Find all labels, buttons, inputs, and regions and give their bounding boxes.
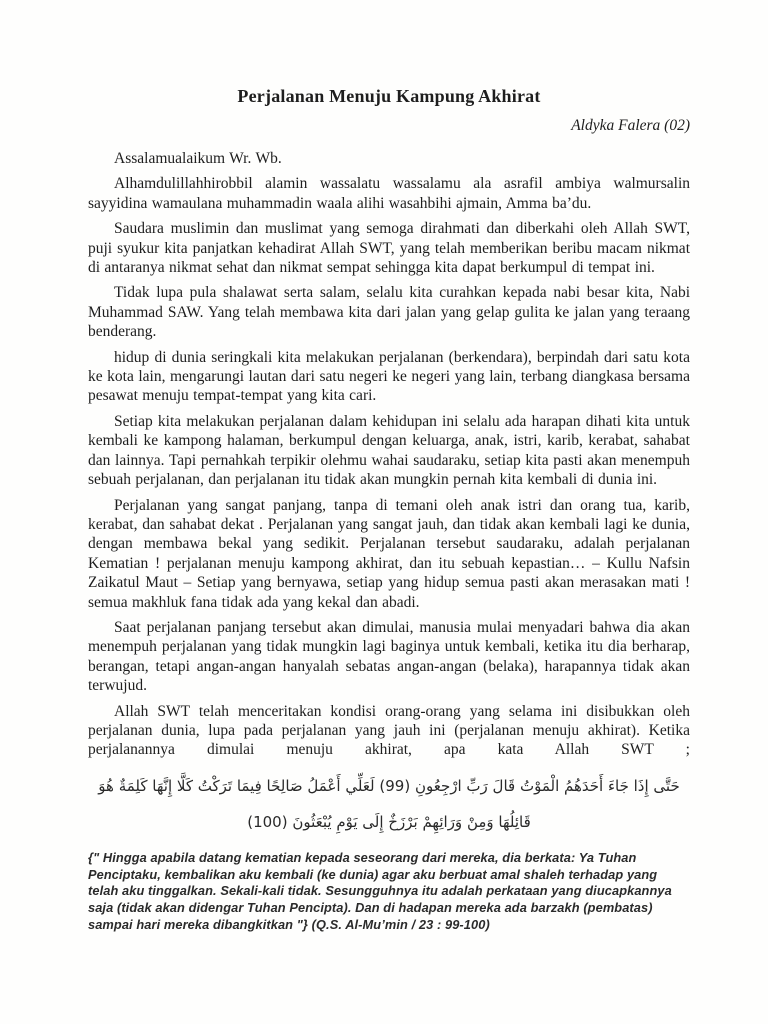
author-byline: Aldyka Falera (02) (571, 117, 690, 134)
paragraph-opening-praise: Alhamdulillahhirobbil alamin wassalatu wassalamu ala asrafil ambiya walmursalin sayyidina wamaulana muhammadin waala alihi wasahbihi ajmain, Amma ba’du. (88, 175, 690, 212)
paragraph-salutation: Assalamualaikum Wr. Wb. (114, 150, 282, 167)
paragraph-homecoming-hope: Setiap kita melakukan perjalanan dalam kehidupan ini selalu ada harapan dihati kita untuk kembali ke kampong halaman, berkumpul dengan keluarga, anak, istri, karib, kerabat, sahabat dan lainnya. Tapi pernahkah terpikir olehmu wahai saudaraku, setiap kita pasti akan menempuh sebuah perjalanan, dan perjalanan itu tidak akan mungkin pernah kita kembali di dunia ini. (88, 412, 690, 489)
paragraph-gratitude: Saudara muslimin dan muslimat yang semoga dirahmati dan diberkahi oleh Allah SWT, puji syukur kita panjatkan kehadirat Allah SWT, yang telah memberikan beribu macam nikmat di antaranya nikmat sehat dan nikmat sempat sehingga kita dapat berkumpul di tempat ini. (88, 220, 690, 277)
quran-translation-note: {" Hingga apabila datang kematian kepada seseorang dari mereka, dia berkata: Ya Tuhan Penciptaku, kembalikan aku kembali (ke dunia) agar aku berbuat amal shaleh terhadap yang telah aku tinggalkan. Sekali-kali tidak. Sesungguhnya itu adalah perkataan yang diucapkannya saja (tidak akan didengar Tuhan Pencipta). Dan di hadapan mereka ada barzakh (pembatas) sampai hari mereka dibangkitkan "} (Q.S. Al-Mu’min / 23 : 99-100) (88, 849, 672, 932)
quran-verse-arabic (88, 768, 690, 840)
document-title: Perjalanan Menuju Kampung Akhirat (237, 86, 541, 106)
paragraph-shalawat: Tidak lupa pula shalawat serta salam, selalu kita curahkan kepada nabi besar kita, Nabi Muhammad SAW. Yang telah membawa kita dari jalan yang gelap gulita ke jalan yang teraang benderang. (88, 284, 690, 341)
paragraph-death-journey: Perjalanan yang sangat panjang, tanpa di temani oleh anak istri dan orang tua, karib, kerabat, dan sahabat dekat . Perjalanan yang sangat jauh, dan tidak akan kembali lagi ke dunia, dengan membawa bekal yang sedikit. Perjalanan tersebut saudaraku, adalah perjalanan Kematian ! perjalanan menuju kampong akhirat, dan itu sebuah kepastian… – Kullu Nafsin Zaikatul Maut – Setiap yang bernyawa, setiap yang hidup semua pasti akan merasakan mati ! semua makhluk fana tidak ada yang kekal dan abadi. (88, 496, 690, 611)
quran-verse-line-2: قَائِلُهَا وَمِنْ وَرَائِهِمْ بَرْزَخٌ إِلَى يَوْمِ يُبْعَثُونَ (100) (247, 812, 531, 831)
quran-verse-line-1: حَتَّى إِذَا جَاءَ أَحَدَهُمُ الْمَوْتُ قَالَ رَبِّ ارْجِعُونِ (99) لَعَلِّي أَعْمَلُ صَالِحًا فِيمَا تَرَكْتُ كَلَّا إِنَّهَا كَلِمَةٌ هُوَ (98, 776, 680, 795)
paragraph-quran-intro: Allah SWT telah menceritakan kondisi orang-orang yang selama ini disibukkan oleh perjalanan dunia, lupa pada perjalanan yang jauh ini (perjalanan menuju akhirat). Ketika perjalanannya dimulai menuju akhirat, apa kata Allah SWT ; (88, 702, 690, 759)
paragraph-regret: Saat perjalanan panjang tersebut akan dimulai, manusia mulai menyadari bahwa dia akan menempuh perjalanan yang tidak mungkin lagi baginya untuk kembali, ketika itu dia berharap, berangan, tetapi angan-angan hanyalah sebatas angan-angan (belaka), harapannya tidak akan terwujud. (88, 618, 690, 695)
paragraph-worldly-travel: hidup di dunia seringkali kita melakukan perjalanan (berkendara), berpindah dari satu kota ke kota lain, mengarungi lautan dari satu negeri ke negeri yang lain, terbang diangkasa bersama pesawat menuju tempat-tempat yang kita cari. (88, 348, 690, 405)
